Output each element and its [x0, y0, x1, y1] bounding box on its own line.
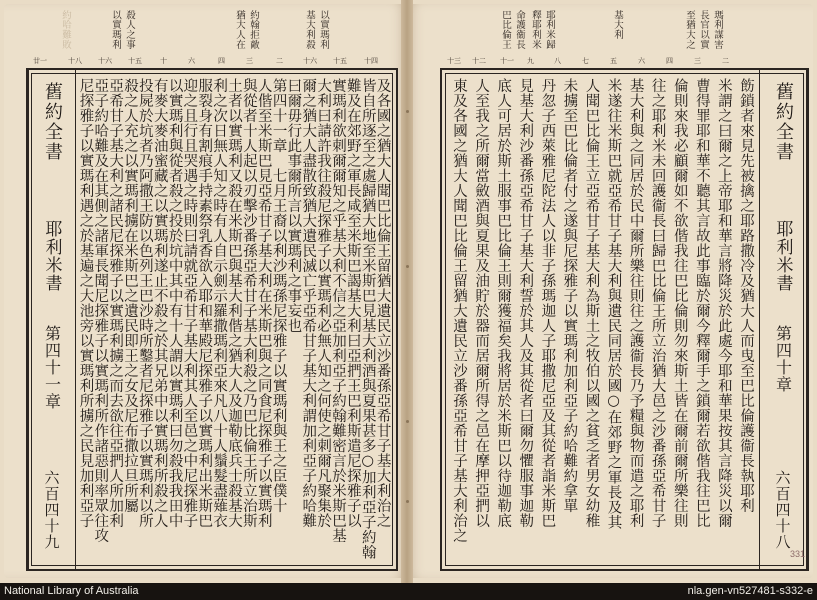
margin-note: 以實瑪利: [318, 10, 329, 50]
margin-note: 基大利殺: [304, 10, 315, 50]
text-column: 利之次日無人知之時有人自示劍示羅撒瑪利亞來凡八十人鬚髮盡薙衣: [211, 78, 228, 528]
text-column: 見基大利沙番孫亞希甘子基大利誓於其人及其從者曰爾勿懼服事迦勒: [517, 78, 534, 528]
right-page-header-strip: [759, 70, 807, 569]
text-column: 及各國之猶大人聞巴比倫王留猶大遺民立沙番孫亞希甘子基大利治之: [374, 78, 391, 528]
margin-note: 殺人之事: [124, 10, 135, 50]
column-numbers: 廿一 十八 十六 十五 十 六 四 三 二 十六 十五 十四: [33, 57, 378, 65]
margin-note: 耶利米歸: [544, 10, 555, 50]
left-text-frame: [26, 57, 398, 571]
text-column: 土者以實瑪利又殺在米斯巴與基大利偕之猶大人及迦勒底兵士殺基大: [226, 78, 242, 528]
margin-note: 約翰拒敵: [248, 10, 259, 50]
stitch-hole: [406, 500, 409, 503]
text-column: 有麥大麥油蜜藏之以實瑪利遂止不殺之於其兄弟中以實瑪利所殺之人: [151, 78, 168, 528]
text-column: 實瑪利欲刺爾爾知之乎基大利不信之亞加利亞子約翰難密言於米斯巴基: [330, 78, 346, 543]
text-column: 亞子約哈難及在其側之諸軍長聞尼探雅子以實瑪利所作諸惡則率眾往攻: [92, 78, 109, 543]
text-column: 以實瑪利與從者殺之投於坑中其中有十人謂以實瑪利曰勿殺我我田中: [166, 78, 183, 528]
text-column: 底人可居於斯土服事巴比倫王則爾獲福矣我將居於米斯巴以待迦勒底: [495, 78, 512, 528]
library-footer: [0, 583, 817, 600]
left-text-body: [78, 70, 390, 569]
book-name: 耶利米書: [772, 220, 793, 292]
text-column: 人至我之所爾當斂酒與夏果及油貯於器而居爾所得之邑在摩押亞捫以: [473, 78, 490, 528]
text-column: 米遂往米斯巴就亞希甘子基大利與遺民同居於國○在郊野之軍長及其: [605, 78, 622, 530]
left-page-header-strip: [28, 70, 76, 569]
text-column: 米謂之曰爾之上帝耶和華言將降災於此處今耶和華果按其言降災以爾: [715, 78, 732, 528]
chapter-label: 第四十一章: [42, 325, 62, 410]
text-column: 未擄至巴比倫者付之遂與尼探雅子以實瑪利加利亞子約哈難約拿單: [561, 78, 578, 513]
text-column: 尼探雅子以實瑪利遇之於基遍之大池旁以實瑪利所擄之民見加利亞子: [77, 78, 94, 528]
margin-note: 釋耶利米: [530, 10, 541, 50]
text-column: 倫則來我必顧爾如不欲偕我往巴比倫則勿來斯土皆在爾前爾所樂往則: [671, 78, 688, 528]
text-column: 大利曰請許我往殺尼探雅子以實瑪利必無人知之何使之刺爾凡聚集於: [315, 78, 332, 528]
margin-note: 至猶大之: [684, 10, 695, 50]
margin-note: 基大利: [612, 10, 623, 40]
text-column: 飭鎖者來見先被擒之耶路撒冷及猶大人而曳至巴比倫護衞長執耶利: [737, 78, 754, 513]
stitch-hole: [406, 110, 409, 113]
margin-note: 命護衞長: [514, 10, 525, 50]
text-column: 爾之猶大人盡散致猶大遺民滅亡乎亞希甘子基大利謂加利亞子約哈難: [300, 78, 317, 528]
text-column: 與從者十人起以刃擊沙番孫亞希甘子基大利殺之乃巴比倫王所立治斯: [240, 78, 257, 528]
text-column: 曰爾毋行此事爾所言以實瑪利之事妄也: [285, 78, 302, 333]
text-column: 第四十一章 七月王裔以利沙瑪孫尼探雅子以實瑪利與王之臣僕十: [270, 78, 287, 513]
column-numbers: 十三 十二 十一 九 八 七 五 六 四 三 二: [447, 57, 729, 65]
right-text-body: [448, 70, 757, 569]
text-column: 亞希甘子基大利之諸民尼探雅子以實瑪利擄之而去欲往亞捫人所加利: [107, 78, 124, 528]
book-title: 舊約全書: [42, 82, 63, 162]
text-column: 人聞巴比倫王立亞希甘子基大利為斯土之牧伯以國之貧乏者男女幼稚: [583, 78, 600, 528]
page-number: 六百四十九: [42, 470, 61, 550]
margin-note: 巴比倫王: [500, 10, 511, 50]
chapter-label: 第四十章: [773, 325, 793, 393]
text-column: 曹得罪耶和華不聽其言故此事臨於爾今釋爾手之鎖爾若欲偕我往巴比: [693, 78, 710, 528]
item-identifier: nla.gen-vn527481-s332-e: [687, 585, 813, 597]
library-name: National Library of Australia: [4, 585, 139, 597]
text-column: 難及在郊野之軍長咸至米斯巴謁基大利曰亞捫王巴利斯遣尼探雅子以: [344, 78, 361, 528]
text-column: 皆自所逐至之處歸猶大地至米斯巴見基大利酒與夏果甚多○加利亞子約翰: [359, 78, 376, 560]
margin-note: 猶大人在: [234, 10, 245, 50]
right-text-frame: [440, 57, 809, 571]
stitch-hole: [406, 420, 409, 423]
book-gutter: [401, 0, 413, 583]
text-column: 迎之且行且哭遇之時則曰請就亞希甘子基大利其人至邑之中尼探雅子: [181, 78, 198, 528]
text-column: 人偕至米斯巴見亞希甘子基大利在米斯巴與之同食尼探雅子以實瑪利: [255, 78, 272, 528]
book-name: 耶利米書: [41, 220, 62, 292]
text-column: 殺之人充之以實瑪利擄在米斯巴之遺民即王之女及尼布撒拉旦所屬: [122, 78, 138, 513]
book-title: 舊約全書: [773, 82, 794, 162]
ghost-note: 約哈難敗: [60, 10, 71, 50]
margin-note: 長官以實: [698, 10, 709, 50]
page-stamp: 331: [789, 549, 805, 559]
page-number: 六百四十八: [773, 470, 792, 550]
text-column: 服裂身有割痕手持素祭乳香欲入耶和華殿尼探雅子以實瑪利出米斯巴: [196, 78, 213, 528]
text-column: 基大利與之同居於民中爾所樂往則往之護衞長乃予糧與物而遣之耶利: [627, 78, 644, 528]
margin-note: 以實瑪利: [110, 10, 121, 50]
stitch-hole: [406, 265, 409, 268]
text-column: 丹忽子西萊雅尼陀法人以非子孫瑪迦人子耶撒尼亞及其從者詣米斯巴: [539, 78, 556, 528]
margin-note: 瑪利謀害: [712, 10, 723, 50]
text-column: 東及各國之猶大人聞巴比倫王留猶大遺民立沙番孫亞希甘子基大利治之: [451, 78, 468, 543]
text-column: 往之耶利米未回護衞長曰歸巴比倫王所立治猶大邑之沙番孫亞希甘子: [649, 78, 666, 528]
text-column: 投屍於坑者乃阿撒王防以色列王巴沙時所鑿者尼探雅子以實瑪利以所: [136, 78, 153, 528]
